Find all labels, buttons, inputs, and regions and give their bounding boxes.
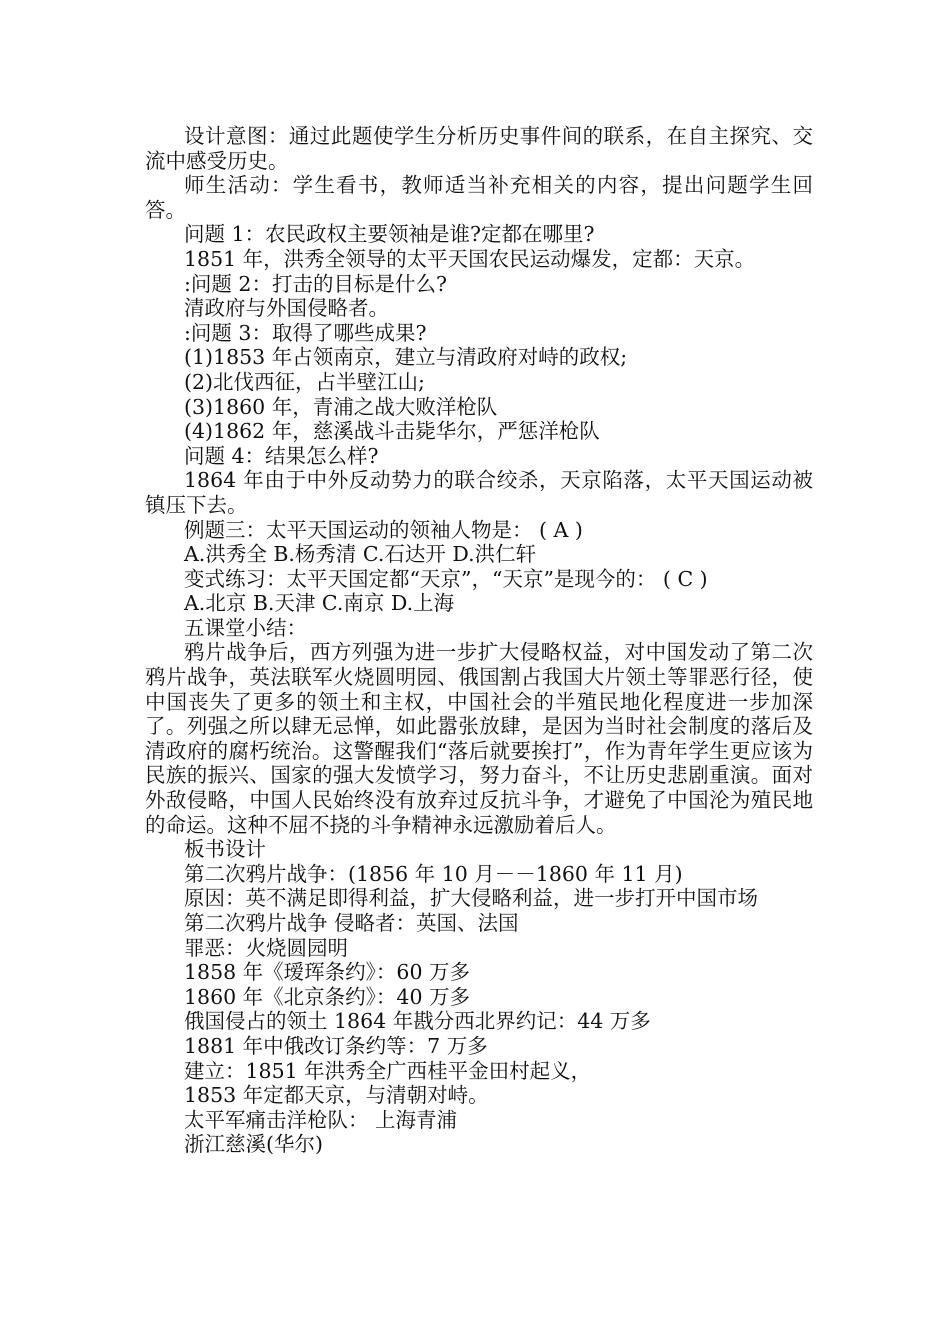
paragraph-question-2: :问题 2：打击的目标是什么? [184, 271, 447, 296]
paragraph-answer-1: 1851 年，洪秀全领导的太平天国农民运动爆发，定都：天京。 [184, 246, 756, 271]
paragraph-board-invaders: 第二次鸦片战争 侵略者：英国、法国 [184, 911, 519, 935]
document-page [145, 124, 813, 1157]
paragraph-board-crime: 罪恶：火烧圆园明 [184, 935, 348, 960]
paragraph-achievement-1: (1)1853 年占领南京，建立与清政府对峙的政权; [184, 345, 628, 370]
paragraph-achievement-4: (4)1862 年，慈溪战斗击毙华尔，严惩洋枪队 [184, 419, 600, 444]
paragraph-board-heading: 板书设计 [184, 837, 266, 862]
paragraph-board-battle-shanghai: 太平军痛击洋枪队： 上海青浦 [184, 1107, 458, 1132]
paragraph-question-4: 问题 4：结果怎么样? [184, 443, 379, 468]
paragraph-answer-4: 1864 年由于中外反动势力的联合绞杀，天京陷落，太平天国运动被镇压下去。 [145, 468, 813, 517]
paragraph-question-3: :问题 3：取得了哪些成果? [184, 320, 427, 345]
paragraph-board-treaty-1860: 1860 年《北京条约》：40 万多 [184, 984, 471, 1009]
paragraph-board-war: 第二次鸦片战争：(1856 年 10 月－－1860 年 11 月) [184, 861, 683, 886]
paragraph-design-intent: 设计意图：通过此题使学生分析历史事件间的联系，在自主探究、交流中感受历史。 [145, 124, 813, 173]
paragraph-board-treaty-1881: 1881 年中俄改订条约等：7 万多 [184, 1033, 488, 1058]
paragraph-board-capital: 1853 年定都天京，与清朝对峙。 [184, 1083, 489, 1108]
paragraph-achievement-2: (2)北伐西征，占半壁江山; [184, 369, 425, 394]
paragraph-example-3: 例题三：太平天国运动的领袖人物是： ( A ) [184, 517, 583, 542]
paragraph-example-3-options: A.洪秀全 B.杨秀清 C.石达开 D.洪仁轩 [184, 542, 537, 567]
paragraph-achievement-3: (3)1860 年，青浦之战大败洋枪队 [184, 394, 498, 419]
paragraph-board-battle-zhejiang: 浙江慈溪(华尔) [184, 1132, 323, 1157]
paragraph-variant-exercise: 变式练习：太平天国定都“天京”，“天京”是现今的： ( C ) [184, 566, 708, 591]
paragraph-board-cause: 原因：英不满足即得利益，扩大侵略利益，进一步打开中国市场 [184, 886, 758, 911]
paragraph-answer-2: 清政府与外国侵略者。 [184, 296, 389, 321]
paragraph-summary-body: 鸦片战争后，西方列强为进一步扩大侵略权益，对中国发动了第二次鸦片战争，英法联军火烧圆明园、俄国割占我国大片领土等罪恶行径，使中国丧失了更多的领土和主权，中国社会的半殖民地化程度进一步加深了。列强之所以肆无忌惮，如此嚣张放肆，是因为当时社会制度的落后及清政府的腐朽统治。这警醒我们“落后就要挨打”，作为青年学生更应该为民族的振兴、国家的强大发愤学习，努力奋斗，不让历史悲剧重演。面对外敌侵略，中国人民始终没有放弃过反抗斗争，才避免了中国沦为殖民地的命运。这种不屈不挠的斗争精神永远激励着后人。 [145, 640, 813, 837]
paragraph-summary-heading: 五课堂小结： [184, 615, 307, 640]
paragraph-variant-options: A.北京 B.天津 C.南京 D.上海 [184, 591, 455, 616]
paragraph-board-founding: 建立：1851 年洪秀全广西桂平金田村起义， [184, 1058, 592, 1083]
paragraph-activity: 师生活动：学生看书，教师适当补充相关的内容，提出问题学生回答。 [145, 173, 813, 222]
paragraph-board-treaty-1858: 1858 年《瑷珲条约》：60 万多 [184, 960, 471, 985]
paragraph-board-territory-1864: 俄国侵占的领土 1864 年戡分西北界约记：44 万多 [184, 1009, 651, 1034]
paragraph-question-1: 问题 1：农民政权主要领袖是谁?定都在哪里? [184, 222, 595, 247]
